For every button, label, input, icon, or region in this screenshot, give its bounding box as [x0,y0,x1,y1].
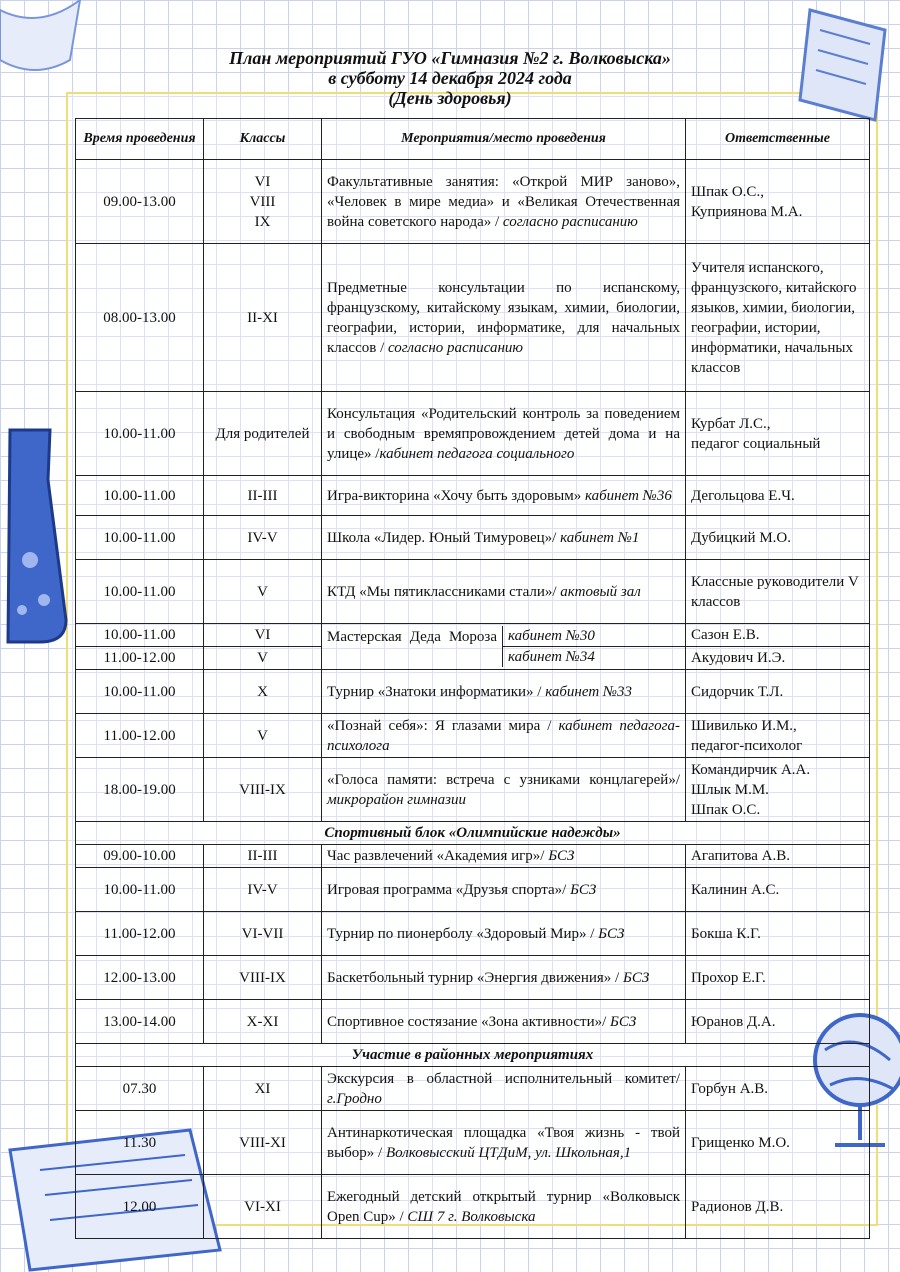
classes-cell: II-XI [204,244,322,392]
classes-cell: X [204,670,322,714]
event-place: кабинет №30 [503,626,685,647]
time-cell: 11.00-12.00 [76,912,204,956]
event-place: БСЗ [622,969,650,986]
time-cell: 11.00-12.00 [76,714,204,758]
classes-cell: VI-VII [204,912,322,956]
title-line-2: в субботу 14 декабря 2024 года [328,68,572,88]
classes-cell: Для родителей [204,392,322,476]
table-row [76,160,870,244]
classes-cell: X-XI [204,1000,322,1044]
workshop-name: Мастерская Деда Мороза [322,626,503,667]
classes-cell: VIII-IX [204,956,322,1000]
table-row [76,244,870,392]
responsible-cell: Бокша К.Г. [686,912,870,956]
event-cell: Предметные консультации по испанскому, французскому, китайскому языкам, химии, биологии, географии, истории, информатике, для начальных классов / согласно расписанию [322,244,686,392]
event-cell: Турнир по пионерболу «Здоровый Мир» / БСЗ [322,912,686,956]
event-cell: Ежегодный детский открытый турнир «Волковыск Open Cup» / СШ 7 г. Волковыска [322,1175,686,1239]
event-place: согласно расписанию [502,213,638,230]
responsible-cell: Прохор Е.Г. [686,956,870,1000]
event-cell: Экскурсия в областной исполнительный комитет/ г.Гродно [322,1067,686,1111]
event-place: кабинет №34 [508,649,595,665]
workshop-split [322,626,685,667]
time-cell: 12.00 [76,1175,204,1239]
time-cell: 10.00-11.00 [76,868,204,912]
header-responsible: Ответственные [686,119,870,160]
responsible-cell: Дубицкий М.О. [686,516,870,560]
classes-cell: VI [204,624,322,647]
event-place: БСЗ [598,925,625,942]
classes-cell: V [204,647,322,670]
classes-cell: V [204,560,322,624]
event-place: кабинет №36 [585,487,672,504]
table-body [76,160,870,1239]
time-cell: 12.00-13.00 [76,956,204,1000]
event-place: кабинет педагога-психолога [327,717,680,754]
time-cell: 08.00-13.00 [76,244,204,392]
table-row [76,1000,870,1044]
classes-cell: IV-V [204,516,322,560]
time-cell: 07.30 [76,1067,204,1111]
responsible-cell: Сидорчик Т.Л. [686,670,870,714]
classes-cell: IV-V [204,868,322,912]
title-line-1: План мероприятий ГУО «Гимназия №2 г. Волковыска» [229,48,671,68]
event-place: Волковысский ЦТДиМ, ул. Школьная,1 [385,1144,632,1161]
table-row [76,714,870,758]
table-row [76,845,870,868]
responsible-cell: Шивилько И.М., педагог-психолог [686,714,870,758]
table-row [76,624,870,647]
event-place: кабинет педагога социального [379,445,575,462]
table-row [76,758,870,822]
classes-cell: VIII-IX [204,758,322,822]
responsible-cell: Командирчик А.А. Шлык М.М. Шпак О.С. [686,758,870,822]
event-cell: Игровая программа «Друзья спорта»/ БСЗ [322,868,686,912]
time-cell: 10.00-11.00 [76,392,204,476]
table-row [76,516,870,560]
time-cell: 18.00-19.00 [76,758,204,822]
table-row [76,1175,870,1239]
workshop-places [503,626,685,667]
time-cell: 10.00-11.00 [76,560,204,624]
events-table [75,118,870,1239]
table-row [76,392,870,476]
event-place: СШ 7 г. Волковыска [407,1208,536,1225]
time-cell: 09.00-10.00 [76,845,204,868]
responsible-cell: Шпак О.С., Куприянова М.А. [686,160,870,244]
event-place: г.Гродно [327,1090,382,1107]
table-row [76,1067,870,1111]
classes-cell: XI [204,1067,322,1111]
section-row [76,822,870,845]
responsible-cell: Горбун А.В. [686,1067,870,1111]
event-cell [322,624,686,670]
responsible-cell: Юранов Д.А. [686,1000,870,1044]
responsible-cell: Калинин А.С. [686,868,870,912]
event-place: микрорайон гимназии [327,791,466,808]
time-cell: 11.00-12.00 [76,647,204,670]
time-cell: 11.30 [76,1111,204,1175]
time-cell: 13.00-14.00 [76,1000,204,1044]
event-cell: Консультация «Родительский контроль за поведением и свободным времяпровождением детей дома и на улице» /кабинет педагога социального [322,392,686,476]
classes-cell: II-III [204,845,322,868]
time-cell: 10.00-11.00 [76,516,204,560]
responsible-cell: Классные руководители V классов [686,560,870,624]
event-place: БСЗ [570,881,597,898]
table-row [76,560,870,624]
event-place: кабинет №1 [560,529,640,546]
time-cell: 10.00-11.00 [76,670,204,714]
table-row [76,868,870,912]
event-cell: Турнир «Знатоки информатики» / кабинет №33 [322,670,686,714]
page-title [0,48,900,108]
event-place: согласно расписанию [388,339,523,356]
flask-doodle-icon [0,420,70,650]
event-cell: Факультативные занятия: «Открой МИР заново», «Человек в мире медиа» и «Великая Отечественная война советского народа» / согласно расписанию [322,160,686,244]
event-cell: Антинаркотическая площадка «Твоя жизнь - твой выбор» / Волковысский ЦТДиМ, ул. Школьная,1 [322,1111,686,1175]
title-line-3: (День здоровья) [388,88,512,108]
event-cell: «Познай себя»: Я глазами мира / кабинет педагога-психолога [322,714,686,758]
responsible-cell: Курбат Л.С., педагог социальный [686,392,870,476]
sport-section-title: Спортивный блок «Олимпийские надежды» [76,822,870,845]
responsible-cell: Сазон Е.В. [686,624,870,647]
responsible-cell: Дегольцова Е.Ч. [686,476,870,516]
classes-cell: VIII-XI [204,1111,322,1175]
classes-cell: V [204,714,322,758]
responsible-cell: Учителя испанского, французского, китайского языков, химии, биологии, географии, истории, информатики, начальных классов [686,244,870,392]
event-place: БСЗ [548,848,575,864]
time-cell: 09.00-13.00 [76,160,204,244]
event-cell: Игра-викторина «Хочу быть здоровым» кабинет №36 [322,476,686,516]
table-row [76,670,870,714]
responsible-cell: Радионов Д.В. [686,1175,870,1239]
district-section-title: Участие в районных мероприятиях [76,1044,870,1067]
event-place: кабинет №33 [545,683,633,700]
event-cell: «Голоса памяти: встреча с узниками концлагерей»/ микрорайон гимназии [322,758,686,822]
event-place: актовый зал [560,583,641,600]
table-row [76,956,870,1000]
section-row [76,1044,870,1067]
event-cell: Баскетбольный турнир «Энергия движения» / БСЗ [322,956,686,1000]
event-cell: Спортивное состязание «Зона активности»/ БСЗ [322,1000,686,1044]
event-cell: Школа «Лидер. Юный Тимуровец»/ кабинет №1 [322,516,686,560]
classes-cell: II-III [204,476,322,516]
header-events: Мероприятия/место проведения [322,119,686,160]
table-row [76,1111,870,1175]
header-time: Время проведения [76,119,204,160]
classes-cell: VI-XI [204,1175,322,1239]
event-cell: КТД «Мы пятиклассниками стали»/ актовый зал [322,560,686,624]
responsible-cell: Акудович И.Э. [686,647,870,670]
event-cell: Час развлечений «Академия игр»/ БСЗ [322,845,686,868]
header-classes: Классы [204,119,322,160]
time-cell: 10.00-11.00 [76,476,204,516]
table-row [76,912,870,956]
time-cell: 10.00-11.00 [76,624,204,647]
responsible-cell: Грищенко М.О. [686,1111,870,1175]
table-row [76,476,870,516]
event-place: БСЗ [610,1013,637,1030]
classes-cell: VI VIII IX [204,160,322,244]
responsible-cell: Агапитова А.В. [686,845,870,868]
header-row [76,119,870,160]
